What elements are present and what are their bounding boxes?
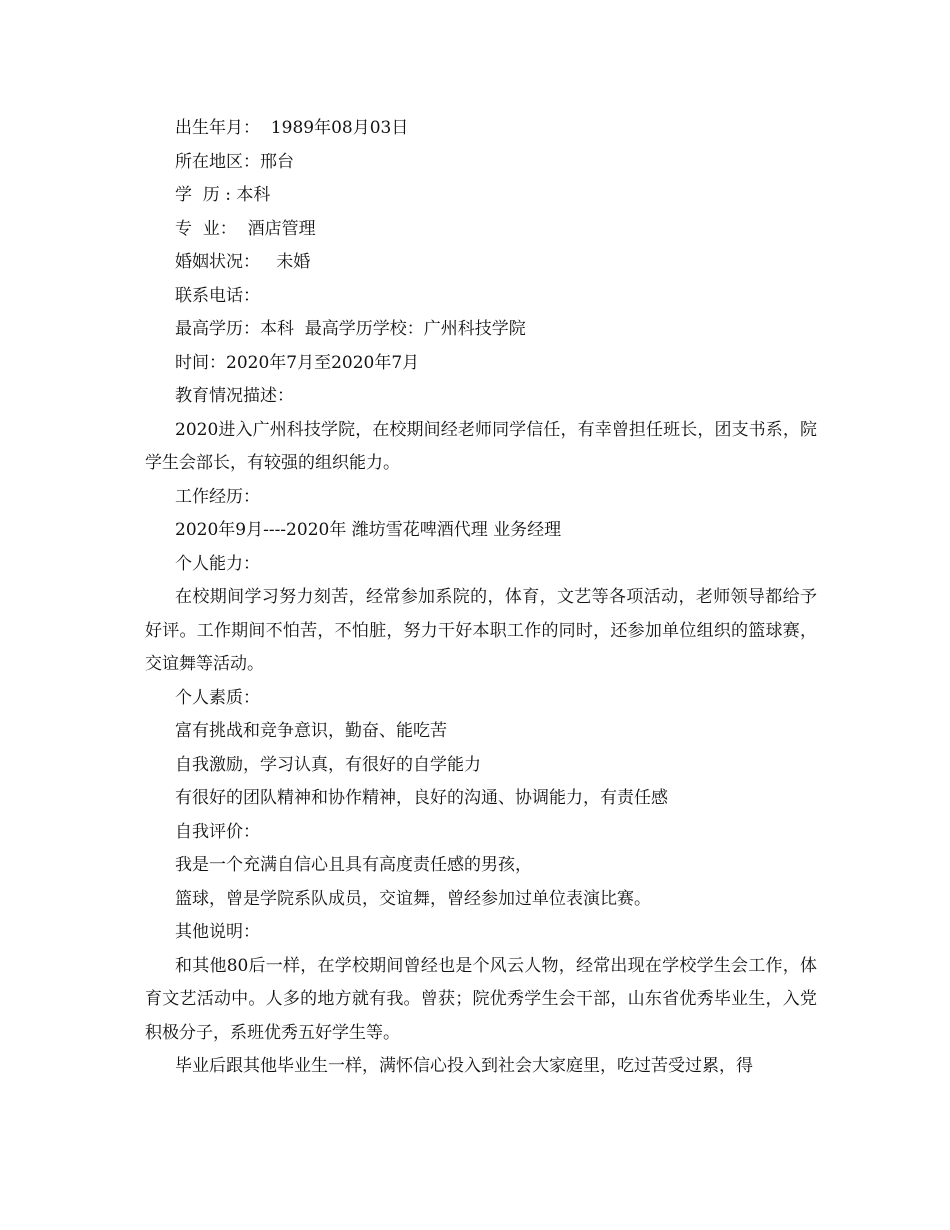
work-heading: 工作经历：	[175, 486, 260, 507]
major: 专 业： 酒店管理	[175, 218, 316, 239]
work-item: 2020年9月----2020年 潍坊雪花啤酒代理 业务经理	[175, 520, 562, 540]
self-eval-item: 我是一个充满自信心且具有高度责任感的男孩，	[175, 855, 532, 875]
birth-date: 出生年月： 1989年08月03日	[175, 118, 409, 138]
resume-body	[145, 112, 817, 1084]
other-heading: 其他说明：	[175, 922, 260, 942]
marital-status: 婚姻状况： 未婚	[175, 252, 311, 272]
quality-heading: 个人素质：	[175, 687, 260, 708]
other-paragraph: 和其他80后一样，在学校期间曾经也是个风云人物，经常出现在学校学生会工作，体育文艺活动中。人多的地方就有我。曾获；院优秀学生会干部，山东省优秀毕业生，入党积极分子，系班优秀五好学生等。	[145, 955, 817, 1043]
other-paragraph: 毕业后跟其他毕业生一样，满怀信心投入到社会大家庭里，吃过苦受过累，得	[175, 1056, 753, 1076]
education-level: 学 历 : 本科	[175, 185, 271, 205]
highest-education: 最高学历：本科 最高学历学校：广州科技学院	[175, 319, 526, 339]
education-description: 2020进入广州科技学院，在校期间经老师同学信任，有幸曾担任班长，团支书系，院学生会部长，有较强的组织能力。	[145, 419, 817, 473]
ability-heading: 个人能力：	[175, 553, 260, 574]
self-eval-heading: 自我评价：	[175, 821, 260, 842]
quality-item: 富有挑战和竞争意识，勤奋、能吃苦	[175, 721, 447, 741]
study-period: 时间：2020年7月至2020年7月	[175, 352, 420, 373]
self-eval-item: 篮球，曾是学院系队成员，交谊舞，曾经参加过单位表演比赛。	[175, 888, 651, 909]
education-heading: 教育情况描述：	[175, 386, 294, 406]
quality-item: 有很好的团队精神和协作精神，良好的沟通、协调能力，有责任感	[175, 788, 668, 808]
contact-phone: 联系电话：	[175, 285, 260, 306]
ability-description: 在校期间学习努力刻苦，经常参加系院的，体育，文艺等各项活动，老师领导都给予好评。工作期间不怕苦，不怕脏，努力干好本职工作的同时，还参加单位组织的篮球赛，交谊舞等活动。	[145, 587, 817, 674]
quality-item: 自我激励，学习认真，有很好的自学能力	[175, 754, 481, 775]
region: 所在地区：邢台	[175, 151, 294, 172]
